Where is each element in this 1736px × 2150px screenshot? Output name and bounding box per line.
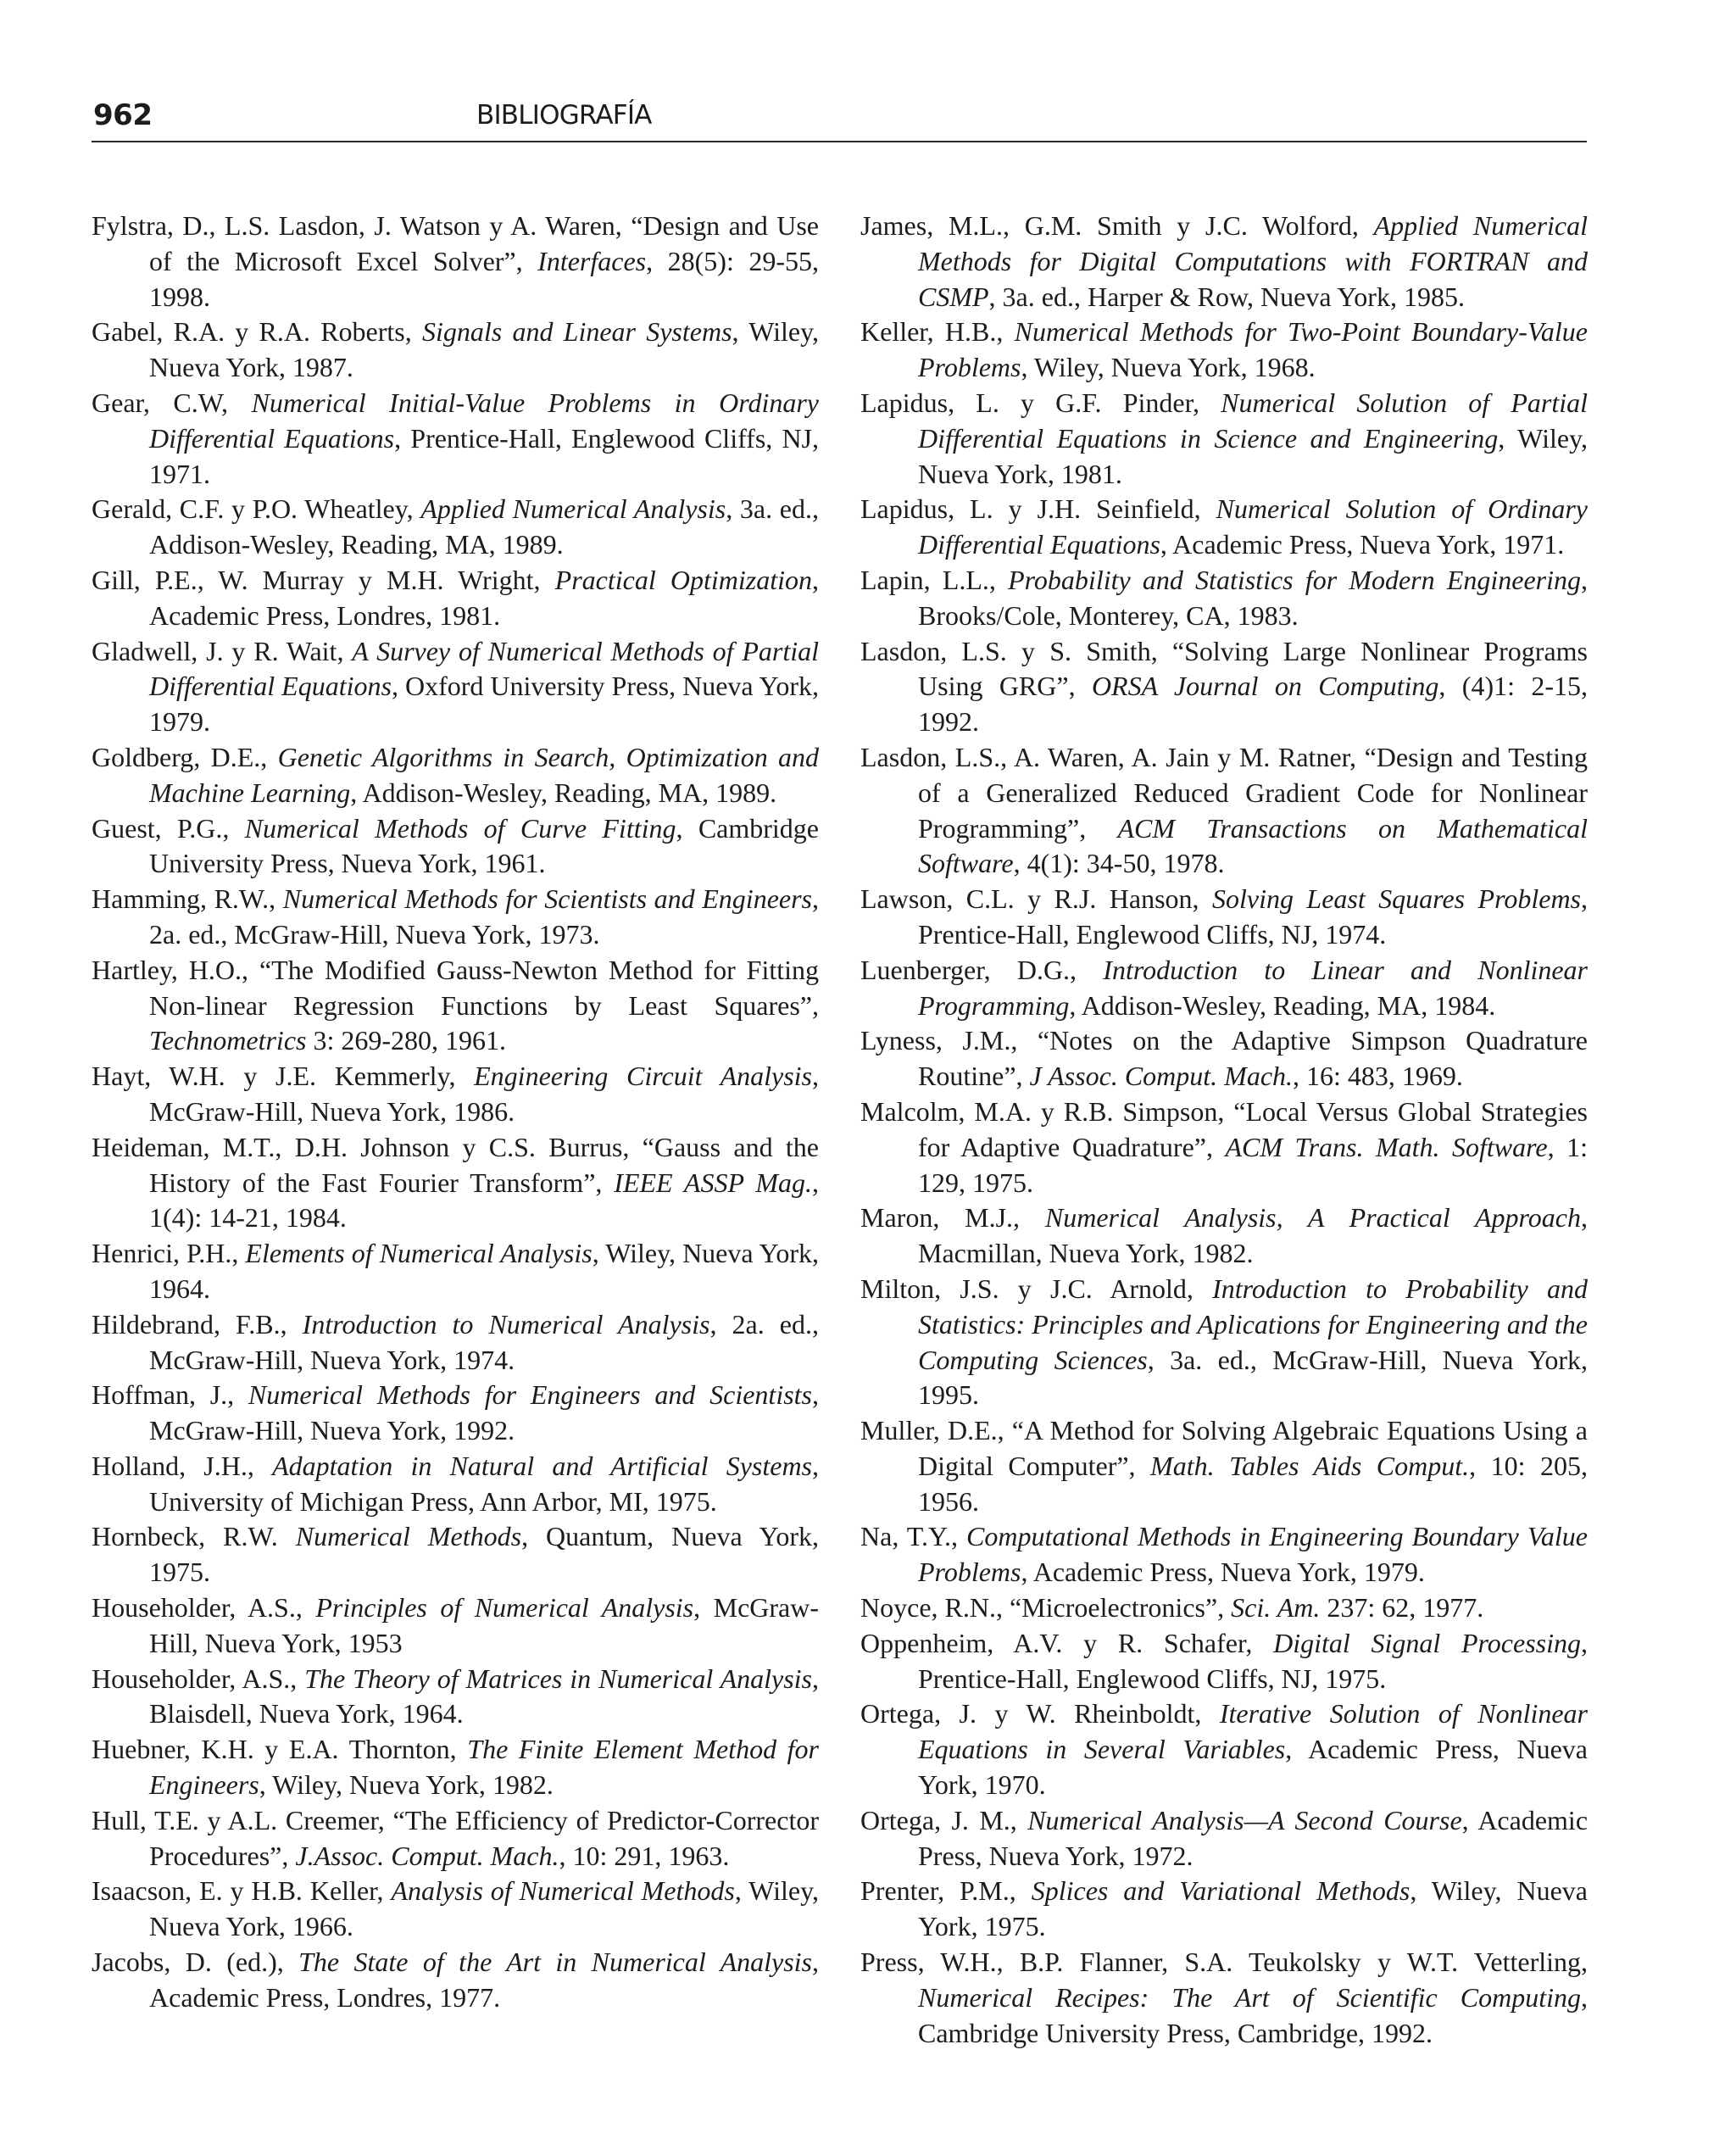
bib-entry: Lasdon, L.S., A. Waren, A. Jain y M. Ratner, “Design and Testing of a Generalized Reduced Gradient Code for Nonlinear Programming”, ACM Transactions on Mathematical Software, 4(1): 34-50, 1978. [860,741,1589,879]
bib-entry: Ortega, J. M., Numerical Analysis—A Second Course, Academic Press, Nueva York, 1972. [860,1804,1589,1871]
bib-entry: Prenter, P.M., Splices and Variational Methods, Wiley, Nueva York, 1975. [860,1875,1589,1942]
bib-entry: Jacobs, D. (ed.), The State of the Art in Numerical Analysis, Academic Press, Londres, 1977. [92,1947,820,2013]
bib-entry: Press, W.H., B.P. Flanner, S.A. Teukolsky y W.T. Vetterling, Numerical Recipes: The Art of Scientific Computing, Cambridge University Press, Cambridge, 1992. [860,1947,1588,2048]
bib-entry: Hildebrand, F.B., Introduction to Numerical Analysis, 2a. ed., McGraw-Hill, Nueva York, 1974. [92,1308,820,1375]
bib-entry: Lyness, J.M., “Notes on the Adaptive Simpson Quadrature Routine”, J Assoc. Comput. Mach., 16: 483, 1969. [860,1025,1588,1092]
bib-entry: Lapidus, L. y J.H. Seinfield, Numerical Solution of Ordinary Differential Equations, Academic Press, Nueva York, 1971. [860,493,1589,560]
bib-entry: Henrici, P.H., Elements of Numerical Analysis, Wiley, Nueva York, 1964. [92,1238,820,1304]
bib-entry: Hull, T.E. y A.L. Creemer, “The Efficiency of Predictor-Corrector Procedures”, J.Assoc. Comput. Mach., 10: 291, 1963. [92,1804,819,1871]
bib-entry: Householder, A.S., Principles of Numerical Analysis, McGraw-Hill, Nueva York, 1953 [92,1592,820,1658]
bib-entry: Na, T.Y., Computational Methods in Engineering Boundary Value Problems, Academic Press, Nueva York, 1979. [860,1521,1589,1588]
bib-entry: Ortega, J. y W. Rheinboldt, Iterative Solution of Nonlinear Equations in Several Variables, Academic Press, Nueva York, 1970. [860,1698,1589,1801]
bib-entry: Huebner, K.H. y E.A. Thornton, The Finite Element Method for Engineers, Wiley, Nueva York, 1982. [92,1734,820,1801]
bib-entry: James, M.L., G.M. Smith y J.C. Wolford, Applied Numerical Methods for Digital Computations with FORTRAN and CSMP, 3a. ed., Harper & Row, Nueva York, 1985. [860,210,1589,312]
bibliography-column-right [860,209,1588,2051]
page-header [92,93,1587,142]
bib-entry: Hayt, W.H. y J.E. Kemmerly, Engineering Circuit Analysis, McGraw-Hill, Nueva York, 1986. [92,1061,819,1127]
bib-entry: Maron, M.J., Numerical Analysis, A Practical Approach, Macmillan, Nueva York, 1982. [860,1202,1588,1269]
bib-entry: Keller, H.B., Numerical Methods for Two-Point Boundary-Value Problems, Wiley, Nueva York, 1968. [860,316,1589,383]
bib-entry: Hamming, R.W., Numerical Methods for Scientists and Engineers, 2a. ed., McGraw-Hill, Nueva York, 1973. [92,883,820,950]
bib-entry: Gerald, C.F. y P.O. Wheatley, Applied Numerical Analysis, 3a. ed., Addison-Wesley, Reading, MA, 1989. [92,493,820,560]
bib-entry: Fylstra, D., L.S. Lasdon, J. Watson y A. Waren, “Design and Use of the Microsoft Excel Solver”, Interfaces, 28(5): 29-55, 1998. [92,210,820,312]
bib-entry: Lawson, C.L. y R.J. Hanson, Solving Least Squares Problems, Prentice-Hall, Englewood Cliffs, NJ, 1974. [860,883,1589,950]
bib-entry: Householder, A.S., The Theory of Matrices in Numerical Analysis, Blaisdell, Nueva York, 1964. [92,1663,820,1729]
bib-entry: Hoffman, J., Numerical Methods for Engineers and Scientists, McGraw-Hill, Nueva York, 1992. [92,1379,820,1446]
bib-entry: Hartley, H.O., “The Modified Gauss-Newton Method for Fitting Non-linear Regression Functions by Least Squares”, Technometrics 3: 269-280, 1961. [92,954,819,1056]
bib-entry: Gear, C.W, Numerical Initial-Value Problems in Ordinary Differential Equations, Prentice-Hall, Englewood Cliffs, NJ, 1971. [92,387,820,489]
bib-entry: Holland, J.H., Adaptation in Natural and Artificial Systems, University of Michigan Press, Ann Arbor, MI, 1975. [92,1450,820,1517]
bib-entry: Gabel, R.A. y R.A. Roberts, Signals and Linear Systems, Wiley, Nueva York, 1987. [92,316,820,383]
bib-entry: Isaacson, E. y H.B. Keller, Analysis of Numerical Methods, Wiley, Nueva York, 1966. [92,1875,820,1942]
bib-entry: Gill, P.E., W. Murray y M.H. Wright, Practical Optimization, Academic Press, Londres, 1981. [92,564,820,631]
bibliography-column-left [92,209,819,2016]
bib-entry: Lapidus, L. y G.F. Pinder, Numerical Solution of Partial Differential Equations in Science and Engineering, Wiley, Nueva York, 1981. [860,387,1589,489]
bib-entry: Lapin, L.L., Probability and Statistics for Modern Engineering, Brooks/Cole, Monterey, CA, 1983. [860,564,1589,631]
bib-entry: Malcolm, M.A. y R.B. Simpson, “Local Versus Global Strategies for Adaptive Quadrature”, ACM Trans. Math. Software, 1: 129, 1975. [860,1095,1589,1198]
bib-entry: Lasdon, L.S. y S. Smith, “Solving Large Nonlinear Programs Using GRG”, ORSA Journal on Computing, (4)1: 2-15, 1992. [860,635,1588,738]
bib-entry: Goldberg, D.E., Genetic Algorithms in Search, Optimization and Machine Learning, Addison-Wesley, Reading, MA, 1989. [92,741,820,808]
bib-entry: Luenberger, D.G., Introduction to Linear and Nonlinear Programming, Addison-Wesley, Reading, MA, 1984. [860,954,1588,1021]
running-title: BIBLIOGRAFÍA [476,100,652,131]
bib-entry: Milton, J.S. y J.C. Arnold, Introduction to Probability and Statistics: Principles and Aplications for Engineering and the Computing Sciences, 3a. ed., McGraw-Hill, Nueva York, 1995. [860,1273,1589,1411]
bib-entry: Muller, D.E., “A Method for Solving Algebraic Equations Using a Digital Computer”, Math. Tables Aids Comput., 10: 205, 1956. [860,1415,1589,1517]
bib-entry: Hornbeck, R.W. Numerical Methods, Quantum, Nueva York, 1975. [92,1521,820,1588]
page-number: 962 [93,98,153,132]
bib-entry: Gladwell, J. y R. Wait, A Survey of Numerical Methods of Partial Differential Equations, Oxford University Press, Nueva York, 1979. [92,635,820,738]
bib-entry: Guest, P.G., Numerical Methods of Curve Fitting, Cambridge University Press, Nueva York, 1961. [92,812,819,879]
bib-entry: Noyce, R.N., “Microelectronics”, Sci. Am. 237: 62, 1977. [860,1592,1484,1624]
bib-entry: Oppenheim, A.V. y R. Schafer, Digital Signal Processing, Prentice-Hall, Englewood Cliffs, NJ, 1975. [860,1627,1589,1694]
bib-entry: Heideman, M.T., D.H. Johnson y C.S. Burrus, “Gauss and the History of the Fast Fourier Transform”, IEEE ASSP Mag., 1(4): 14-21, 1984. [92,1131,819,1234]
